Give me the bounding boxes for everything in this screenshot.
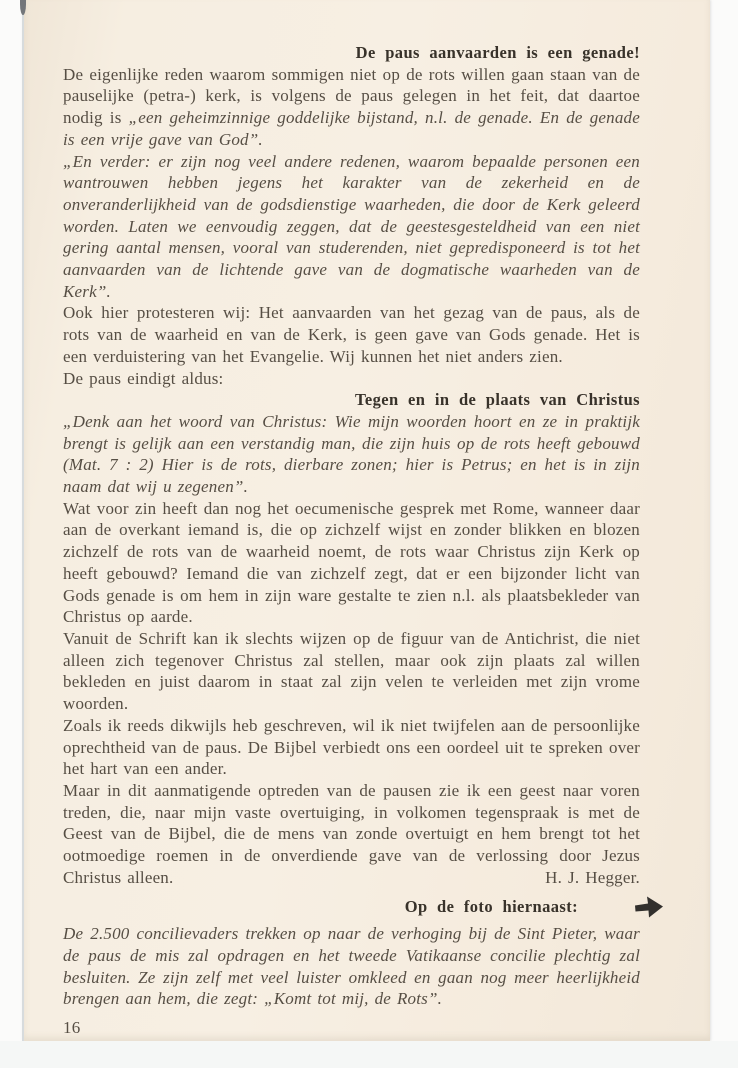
paragraph-oecumenisch: Wat voor zin heeft dan nog het oecumenische gesprek met Rome, wanneer daar aan de overkant iemand is, die op zichzelf wijst en zonder blikken en blozen zichzelf de rots van de waarheid noemt, de rots waar Christus zijn Kerk op heeft gebouwd? Iemand die van zichzelf zegt, dat er een bijzonder licht van Gods genade is om hem in zijn ware gestalte te zien n.l. als plaatsbekleder van Christus op aarde. <box>63 498 640 627</box>
paragraph-reden-quote: „een geheimzinnige goddelijke bijstand, n.l. de genade. En de genade is een vrije gave van God”. <box>63 108 640 149</box>
paragraph-reden <box>63 64 640 151</box>
paragraph-oprechtheid: Zoals ik reeds dikwijls heb geschreven, wil ik niet twijfelen aan de persoonlijke oprechtheid van de paus. De Bijbel verbiedt ons een oordeel uit te spreken over het hart van een ander. <box>63 715 640 779</box>
scan-bottom-strip <box>0 1041 738 1068</box>
author-signature: H. J. Hegger. <box>545 867 640 887</box>
photo-caption-heading: Op de foto hiernaast: <box>404 897 578 917</box>
paragraph-antichrist: Vanuit de Schrift kan ik slechts wijzen op de figuur van de Antichrist, die niet alleen zich tegenover Christus zal stellen, maar ook zijn plaats zal willen bekleden en juist daarom in staat zal zijn velen te verleiden met zijn vrome woorden. <box>63 628 640 714</box>
paragraph-protest: Ook hier protesteren wij: Het aanvaarden van het gezag van de paus, als de rots van de waarheid en van de Kerk, is geen gave van Gods genade. Het is een verduistering van het Evangelie. Wij kunnen het niet anders zien. <box>63 303 640 366</box>
paragraph-quote-en-verder: „En verder: er zijn nog veel andere redenen, waarom bepaalde personen een wantrouwen hebben jegens het karakter van de zekerheid en de onveranderlijkheid van de godsdienstige waarheden, die door de Kerk geleerd worden. Laten we eenvoudig zeggen, dat de geestesgesteldheid van een niet gering aantal mensen, vooral van studerenden, niet gepredisponeerd is tot het aanvaarden van de lichtende gave van de dogmatische waarheden van de Kerk”. <box>63 151 640 301</box>
photo-caption-heading-row <box>63 896 640 918</box>
photo-caption-text: De 2.500 concilievaders trekken op naar de verhoging bij de Sint Pieter, waar de paus de mis zal opdragen en het tweede Vatikaanse concilie plechtig zal besluiten. Ze zijn zelf met veel luister omkleed en gaan nog meer heerlijkheid brengen aan hem, die zegt: „Komt tot mij, de Rots”. <box>63 924 640 1009</box>
paragraph-geest <box>63 780 640 889</box>
arrow-right-icon <box>633 895 665 919</box>
section-heading-tegen-christus: Tegen en in de plaats van Christus <box>354 390 640 410</box>
paragraph-quote-denk: „Denk aan het woord van Christus: Wie mijn woorden hoort en ze in praktijk brengt is gelijk aan een verstandig man, die zijn huis op de rots heeft gebouwd (Mat. 7 : 2) Hier is de rots, dierbare zonen; hier is Petrus; en het is in zijn naam dat wij u zegenen”. <box>63 411 640 497</box>
article-text-column <box>63 42 640 1039</box>
section-heading-genade: De paus aanvaarden is een genade! <box>355 43 640 62</box>
paragraph-reden-roman: De eigenlijke reden waarom sommigen niet op de rots willen gaan staan van de pauselijke (petra-) kerk, is volgens de paus gelegen in het feit, dat daartoe nodig is <box>63 64 640 128</box>
page-number: 16 <box>63 1017 81 1037</box>
paragraph-paus-eindigt: De paus eindigt aldus: <box>63 368 224 388</box>
paragraph-geest-text: Maar in dit aanmatigende optreden van de pausen zie ik een geest naar voren treden, die, naar mijn vaste overtuiging, in volkomen tegenspraak is met de Geest van de Bijbel, die de mens van zonde overtuigt en hem brengt tot het ootmoedige roemen in de onverdiende gave van de verlossing door Jezus Christus alleen. <box>63 780 640 887</box>
